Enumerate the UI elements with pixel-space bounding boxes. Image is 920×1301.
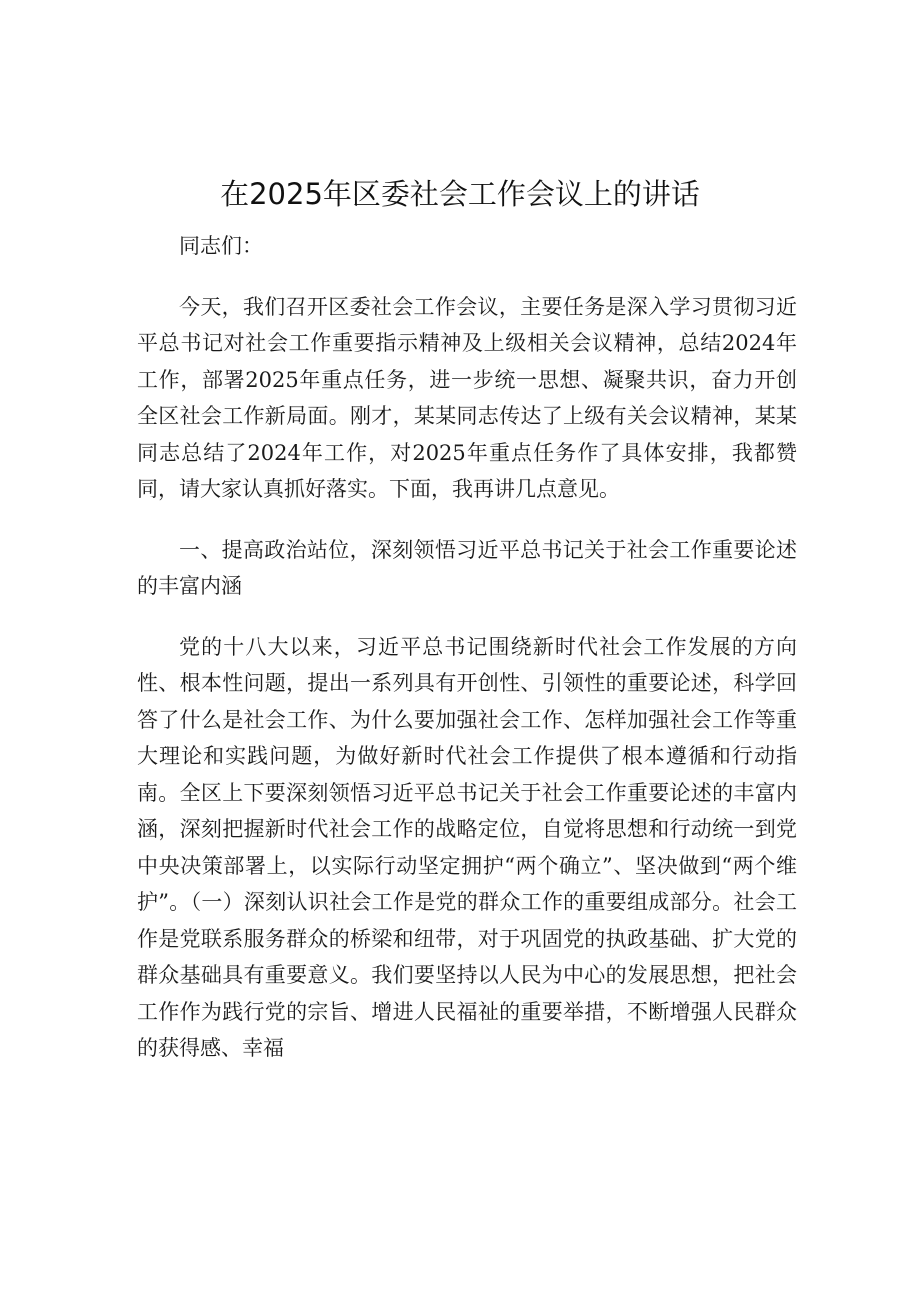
section-heading-1: 一、提高政治站位，深刻领悟习近平总书记关于社会工作重要论述的丰富内涵 xyxy=(137,537,797,598)
salutation: 同志们： xyxy=(179,234,263,258)
paragraph-opening: 今天，我们召开区委社会工作会议，主要任务是深入学习贯彻习近平总书记对社会工作重要指示精神及上级相关会议精神，总结2024年工作，部署2025年重点任务，进一步统一思想、凝聚共识，奋力开创全区社会工作新局面。刚才，某某同志传达了上级有关会议精神，某某同志总结了2024年工作，对2025年重点任务作了具体安排，我都赞同，请大家认真抓好落实。下面，我再讲几点意见。 xyxy=(137,294,797,501)
paragraph-section-1: 党的十八大以来，习近平总书记围绕新时代社会工作发展的方向性、根本性问题，提出一系列具有开创性、引领性的重要论述，科学回答了什么是社会工作、为什么要加强社会工作、怎样加强社会工作等重大理论和实践问题，为做好新时代社会工作提供了根本遵循和行动指南。全区上下要深刻领悟习近平总书记关于社会工作重要论述的丰富内涵，深刻把握新时代社会工作的战略定位，自觉将思想和行动统一到党中央决策部署上，以实际行动坚定拥护“两个确立”、坚决做到“两个维护”。（一）深刻认识社会工作是党的群众工作的重要组成部分。社会工作是党联系服务群众的桥梁和纽带，对于巩固党的执政基础、扩大党的群众基础具有重要意义。我们要坚持以人民为中心的发展思想，把社会工作作为践行党的宗旨、增进人民福祉的重要举措，不断增强人民群众的获得感、幸福 xyxy=(137,634,797,1060)
document-body xyxy=(137,228,797,1091)
document-title: 在2025年区委社会工作会议上的讲话 xyxy=(220,177,700,211)
